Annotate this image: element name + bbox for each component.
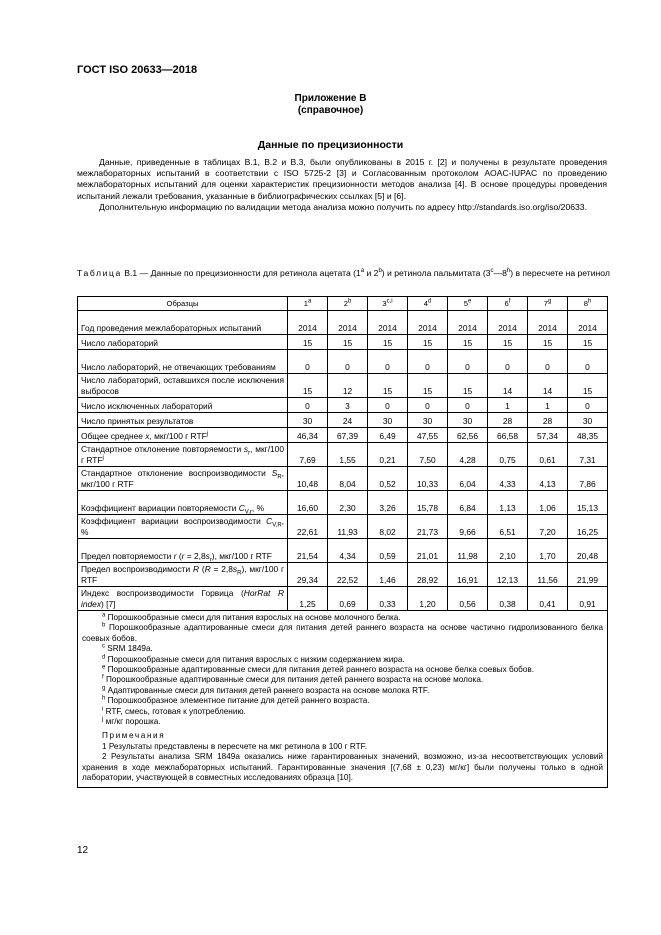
cell-value: 0,52 [368,467,408,491]
row-label-text: Стандартное отклонение воспроизводимости [81,468,272,479]
cell-value: 21,01 [408,539,448,563]
cell-value: 4,33 [488,467,528,491]
table-row [78,350,608,374]
row-label-italic: HorRat R index [81,588,284,609]
footnote-mark: j [102,716,104,723]
footnote [82,665,603,675]
cell-value: 7,20 [528,515,568,539]
table-row [78,587,608,611]
cell-value: 0,75 [488,443,528,467]
cell-value: 16,25 [568,515,608,539]
cell-value: 0 [408,398,448,413]
intro-text [77,157,607,213]
cell-value: 0,91 [568,587,608,611]
intro-paragraph-2: Дополнительную информацию по валидации метода анализа можно получить по адресу http://standards.iso.org/iso/20633. [99,201,587,212]
cell-value: 2014 [408,311,448,335]
cell-value: 30 [408,413,448,428]
cell-value: 2014 [488,311,528,335]
cell-value: 2014 [528,311,568,335]
cell-value: 2014 [568,311,608,335]
caption-sup: h [506,268,511,275]
cell-value: 22,61 [288,515,328,539]
caption-sup: a [360,268,365,275]
cell-value: 12 [328,374,368,398]
cell-value: 46,34 [288,428,328,443]
table-row [78,413,608,428]
cell-value: 21,99 [568,563,608,587]
cell-value: 16,60 [288,491,328,515]
cell-value: 28,92 [408,563,448,587]
cell-value: 15 [448,374,488,398]
row-label-text: Коэффициент вариации повторяемости [81,502,239,513]
cell-value: 0 [288,398,328,413]
footnote [82,655,603,665]
table-row [78,467,608,491]
table-row [78,443,608,467]
appendix-title: Приложение В [294,93,367,104]
column-sup: f [508,298,511,305]
row-label-text: = 2,8 [210,564,233,575]
cell-value: 0,38 [488,587,528,611]
row-label-symbol: C [266,516,273,527]
section-title: Данные по прецизионности [257,139,404,151]
row-label-symbol: s [232,564,238,575]
cell-value: 0,41 [528,587,568,611]
notes-cell [78,611,608,788]
footnote [82,686,603,696]
column-header [488,297,528,311]
table-row [78,398,608,413]
cell-value: 15 [568,335,608,350]
cell-value: 0,59 [368,539,408,563]
cell-value: 1,20 [408,587,448,611]
cell-value: 2014 [448,311,488,335]
footnote-mark: i [102,705,104,712]
notes-title: Примечания [102,731,166,741]
cell-value: 7,86 [568,467,608,491]
row-label-symbol: C [238,502,245,513]
column-number: 7 [543,299,548,308]
row-label-text: ) [7] [101,598,116,609]
cell-value: 15 [528,335,568,350]
footnote [82,717,603,727]
footnote [82,707,603,717]
cell-value: 62,56 [448,428,488,443]
cell-value: 15 [288,374,328,398]
cell-value: 15 [408,374,448,398]
footnote-mark: e [102,664,106,671]
column-number: 2 [343,299,348,308]
row-label-symbol: R [193,564,200,575]
cell-value: 15 [288,335,328,350]
cell-value: 15,78 [408,491,448,515]
cell-value: 0 [408,350,448,374]
table-row [78,335,608,350]
samples-header: Образцы [78,297,288,311]
column-header [408,297,448,311]
column-sup: c,i [386,298,393,305]
cell-value: 1 [528,398,568,413]
cell-value: 6,84 [448,491,488,515]
table-row [78,374,608,398]
row-label-subscript: V,R [272,522,282,529]
cell-value: 7,31 [568,443,608,467]
caption-text: — Данные по прецизионности для ретинола ацетата (1 [137,268,361,278]
footnote [82,675,603,685]
cell-value: 30 [368,413,408,428]
document-header: ГОСТ ISO 20633—2018 [77,64,198,76]
row-label-text: Общее среднее [81,430,146,441]
column-number: 1 [303,299,308,308]
row-label [78,563,288,587]
note-item: 2 Результаты анализа SRM 1849a оказались ниже гарантированных значений, возможно, из-за несоответствующих условий хранения в ходе межлабораторных испытаний. Гарантированные значения [(7,68 ± 0,23) мг/кг] были получены только в одной лаборатории, участвующей в совместных исследованиях образца [10]. [82,752,603,783]
cell-value: 9,66 [448,515,488,539]
cell-value: 24 [328,413,368,428]
footnote [82,623,603,644]
row-label-symbol: x [145,430,150,441]
cell-value: 0 [288,350,328,374]
column-header [568,297,608,311]
cell-value: 4,13 [528,467,568,491]
row-label-text: Стандартное отклонение повторяемости [81,444,244,455]
table-row [78,563,608,587]
cell-value: 2014 [328,311,368,335]
cell-value: 16,91 [448,563,488,587]
precision-table-wrapper [77,296,608,788]
row-label-subscript: r [248,450,251,457]
cell-value: 0,69 [328,587,368,611]
cell-value: 30 [448,413,488,428]
caption-text: ) в пересчете на ретинол [510,268,610,278]
cell-value: 29,34 [288,563,328,587]
cell-value: 3,26 [368,491,408,515]
cell-value: 0,33 [368,587,408,611]
cell-value: 6,49 [368,428,408,443]
row-label-text: Предел воспроизводимости [81,564,194,575]
cell-value: 48,35 [568,428,608,443]
table-caption-number: В.1 [124,268,138,278]
cell-value: 15 [568,374,608,398]
footnote-text: Порошкообразное элементное питание для детей раннего возраста. [105,696,370,706]
cell-value: 1 [488,398,528,413]
cell-value: 1,55 [328,443,368,467]
caption-sup: b [378,268,382,275]
column-header [288,297,328,311]
cell-value: 11,56 [528,563,568,587]
table-row [78,539,608,563]
caption-text: —8 [493,268,507,278]
cell-value: 0,61 [528,443,568,467]
footnote-text: Порошкообразные адаптированные смеси для питания детей раннего возраста на основе частично гидролизованного белка соевых бобов. [82,623,603,643]
cell-value: 4,34 [328,539,368,563]
cell-value: 4,28 [448,443,488,467]
precision-table [77,296,608,788]
table-caption [77,268,610,279]
row-label-symbol: S [271,468,278,479]
row-label [78,467,288,491]
column-sup: g [547,298,552,305]
cell-value: 15 [408,335,448,350]
row-label: Число принятых результатов [78,413,288,428]
row-label-text: ( [199,564,205,575]
footnote-text: Порошкообразные адаптированные смеси для питания детей раннего возраста на основе молока. [103,675,484,685]
row-label [78,587,288,611]
column-sup: d [427,298,432,305]
cell-value: 3 [328,398,368,413]
column-header [368,297,408,311]
footnote [82,613,603,623]
footnotes-list [82,613,603,727]
cell-value: 0 [568,350,608,374]
column-number: 6 [504,299,509,308]
row-label-subscript: R [237,570,242,577]
cell-value: 7,69 [288,443,328,467]
table-header-row [78,297,608,311]
footnote-mark: b [102,622,106,629]
row-label-symbol: s [243,444,249,455]
table-row [78,491,608,515]
column-number: 3 [382,299,387,308]
column-header [328,297,368,311]
footnote-text: Порошкообразные адаптированные смеси для питания детей раннего возраста на основе белка соевых бобов. [105,665,535,675]
cell-value: 14 [488,374,528,398]
row-label-text: , мкг/100 г RTF [149,430,207,441]
footnote-mark: h [102,695,106,702]
cell-value: 30 [288,413,328,428]
row-label-text: Предел повторяемости [81,550,174,561]
footnote-text: мг/кг порошка. [103,717,161,727]
row-label: Год проведения межлабораторных испытаний [78,311,288,335]
appendix-subtitle: (справочное) [297,105,364,116]
row-label-subscript: r [209,557,212,564]
cell-value: 12,13 [488,563,528,587]
row-label-symbol: r [173,550,177,561]
row-label [78,539,288,563]
page-number: 12 [77,845,89,856]
row-label-text: , % [81,516,284,537]
cell-value: 47,55 [408,428,448,443]
cell-value: 28 [488,413,528,428]
cell-value: 57,34 [528,428,568,443]
cell-value: 2014 [368,311,408,335]
cell-value: 21,54 [288,539,328,563]
row-label-text: Коэффициент вариации воспроизводимости [81,516,267,527]
row-label-symbol: R [204,564,211,575]
cell-value: 7,50 [408,443,448,467]
cell-value: 10,33 [408,467,448,491]
cell-value: 22,52 [328,563,368,587]
row-label: Число лабораторий, оставшихся после исключения выбросов [78,374,288,398]
notes-row [78,611,608,788]
column-sup: a [307,298,312,305]
row-label-text: Индекс воспроизводимости Горвица ( [81,588,244,599]
cell-value: 0 [448,350,488,374]
footnote-mark: g [102,685,106,692]
table-caption-label: Таблица [77,268,122,278]
row-label-subscript: R [277,474,282,481]
row-label [78,428,288,443]
cell-value: 15 [368,374,408,398]
footnote-text: Порошкообразные смеси для питания взрослых на основе молочного белка. [105,613,401,622]
row-label [78,443,288,467]
column-header [448,297,488,311]
cell-value: 6,04 [448,467,488,491]
column-header [528,297,568,311]
cell-value: 66,58 [488,428,528,443]
cell-value: 11,93 [328,515,368,539]
cell-value: 21,73 [408,515,448,539]
caption-sup: c [490,268,494,275]
column-sup: e [467,298,472,305]
table-row [78,311,608,335]
row-label-text: = 2,8 [184,550,206,561]
cell-value: 8,02 [368,515,408,539]
cell-value: 8,04 [328,467,368,491]
row-label-text: ( [176,550,182,561]
footnote-text: RTF, смесь, готовая к употреблению. [103,706,246,716]
cell-value: 0 [448,398,488,413]
cell-value: 11,98 [448,539,488,563]
row-label-superscript: j [102,454,104,461]
row-label-text: ), мкг/100 г RTF [81,564,285,585]
cell-value: 14 [528,374,568,398]
cell-value: 2,10 [488,539,528,563]
footnote-mark: d [102,653,106,660]
row-label-symbol: r [181,550,185,561]
cell-value: 20,48 [568,539,608,563]
cell-value: 15 [488,335,528,350]
row-label-subscript: V,r [244,509,252,516]
footnote [82,696,603,706]
footnote-text: Адаптированные смеси для питания детей раннего возраста на основе молока RTF. [105,685,430,695]
cell-value: 6,51 [488,515,528,539]
footnote-mark: c [102,643,105,650]
row-label: Число исключенных лабораторий [78,398,288,413]
footnote-mark: a [102,612,106,619]
table-row [78,428,608,443]
row-label: Число лабораторий, не отвечающих требованиям [78,350,288,374]
caption-text: и 2 [364,268,379,278]
cell-value: 15 [368,335,408,350]
cell-value: 1,13 [488,491,528,515]
column-number: 4 [423,299,428,308]
row-label-symbol: s [205,550,210,561]
row-label: Число лабораторий [78,335,288,350]
row-label [78,515,288,539]
footnote-text: Порошкообразные смеси для питания взрослых с низким содержанием жира. [105,654,405,664]
row-label-text: ), мкг/100 г RTF [211,550,272,561]
footnote-mark: f [102,674,104,681]
cell-value: 0,21 [368,443,408,467]
cell-value: 0 [568,398,608,413]
cell-value: 0 [528,350,568,374]
table-row [78,515,608,539]
column-number: 5 [463,299,468,308]
column-sup: b [347,298,352,305]
row-label-text: , мкг/100 г RTF [81,444,285,465]
cell-value: 1,25 [288,587,328,611]
row-label-text: , мкг/100 г RTF [81,468,284,489]
cell-value: 0 [368,350,408,374]
cell-value: 1,06 [528,491,568,515]
column-sup: h [587,298,592,305]
intro-paragraph-1: Данные, приведенные в таблицах В.1, В.2 и В.3, были опубликованы в 2015 г. [2] и получены в результате проведения межлабораторных испытаний в соответствии с ISO 5725-2 [3] и Согласованным протоколом AOAC-IUPAC по проведению межлабораторных испытаний для оценки характеристик прецизионности методов анализа [4]. В основе процедуры проведения испытаний лежали требования, указанные в библиографических ссылках [5] и [6]. [77,157,607,201]
cell-value: 28 [528,413,568,428]
cell-value: 2014 [288,311,328,335]
cell-value: 1,70 [528,539,568,563]
cell-value: 67,39 [328,428,368,443]
row-label-text: , % [251,502,265,513]
caption-text: ) и ретинола пальмитата (3 [381,268,491,278]
footnote [82,644,603,654]
cell-value: 30 [568,413,608,428]
cell-value: 1,46 [368,563,408,587]
column-number: 8 [583,299,588,308]
cell-value: 15 [448,335,488,350]
footnote-text: SRM 1849a. [105,644,153,654]
cell-value: 15,13 [568,491,608,515]
cell-value: 10,48 [288,467,328,491]
row-label-superscript: j [206,430,209,437]
cell-value: 2,30 [328,491,368,515]
note-item: 1 Результаты представлены в пересчете на мкг ретинола в 100 г RTF. [102,741,368,751]
cell-value: 0 [328,350,368,374]
cell-value: 15 [328,335,368,350]
cell-value: 0,56 [448,587,488,611]
cell-value: 0 [368,398,408,413]
cell-value: 0 [488,350,528,374]
row-label [78,491,288,515]
